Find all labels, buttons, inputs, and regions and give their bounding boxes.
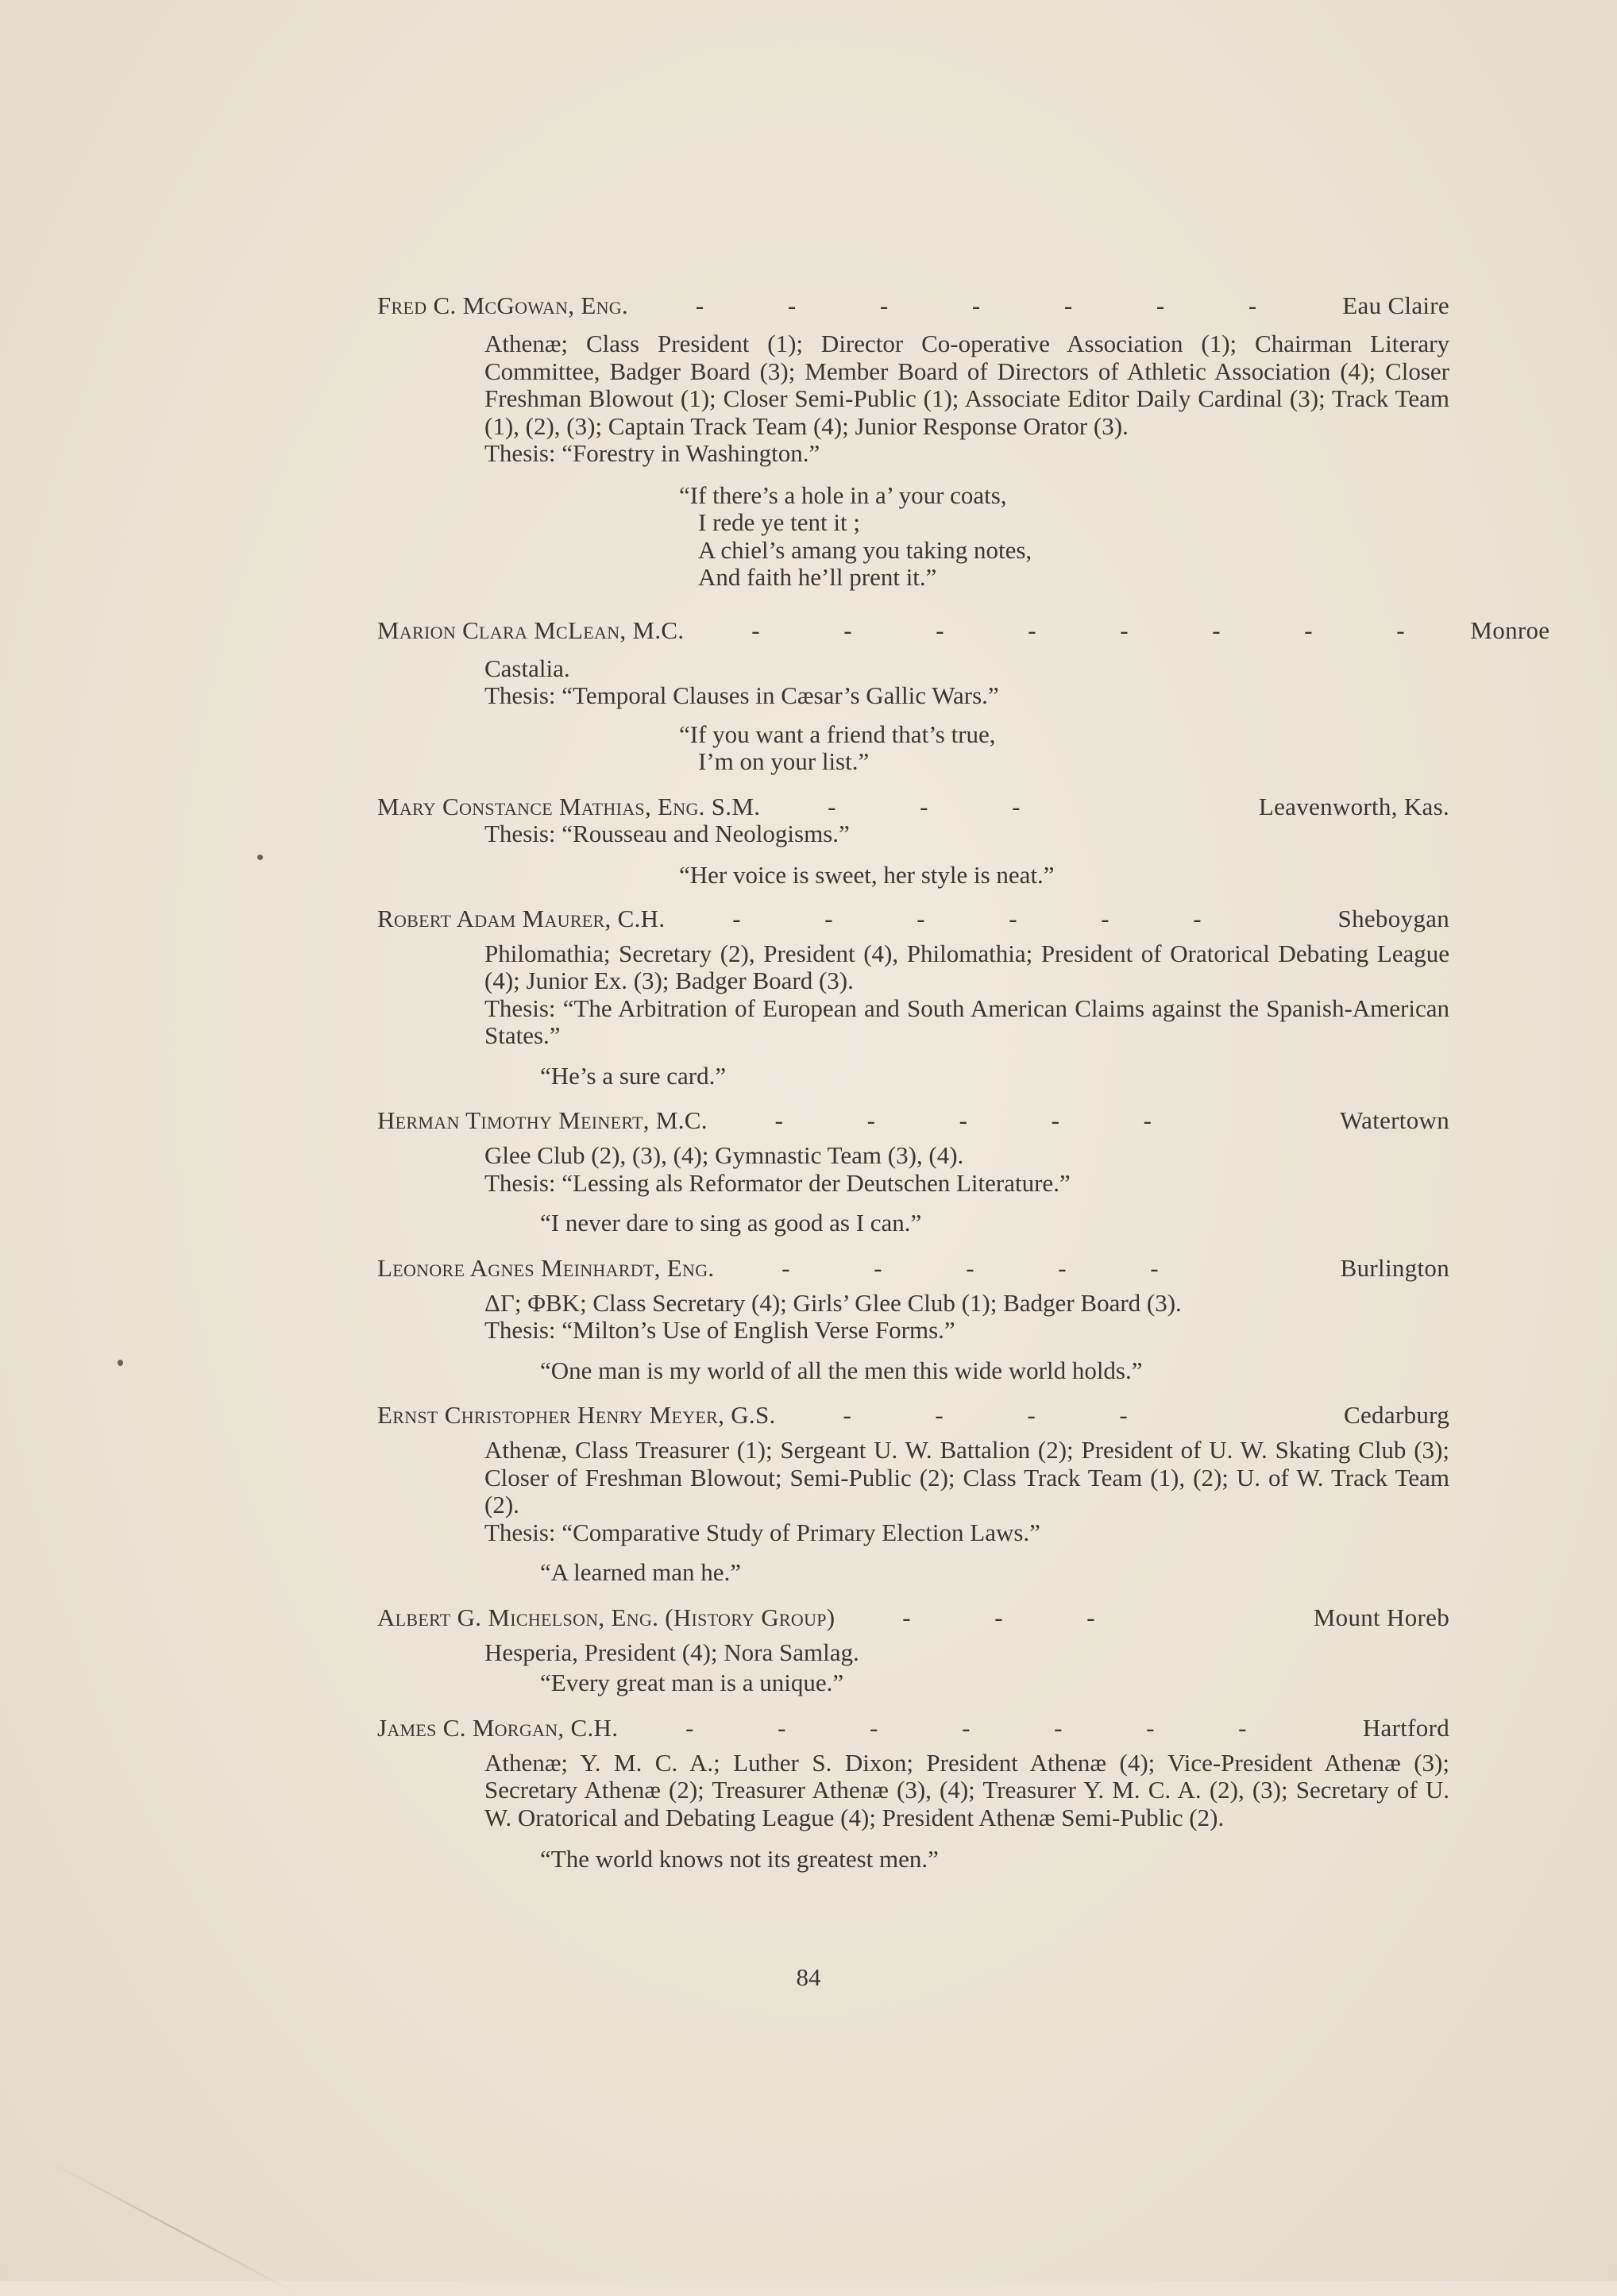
- leader-dash: -: [959, 1106, 967, 1134]
- entry-body: [484, 655, 1449, 710]
- leader-dash: -: [1238, 1713, 1247, 1742]
- student-name: Mary Constance Mathias, Eng. S.M.: [377, 792, 761, 820]
- activities-text: Athenæ, Class Treasurer (1); Sergeant U. W. Battalion (2); President of U. W. Skating Club (3); Closer of Freshman Blowout; Semi-Public (2); Class Track Team (1), (2); U. of W. Track Team (2).: [484, 1436, 1449, 1518]
- leader-dash: -: [994, 1603, 1003, 1631]
- leader-dashes: [684, 611, 1470, 650]
- leader-dash: -: [1063, 291, 1073, 319]
- leader-dashes: [835, 1598, 1313, 1638]
- student-name: Marion Clara McLean, M.C.: [377, 615, 685, 644]
- quote-line: “He’s a sure card.”: [540, 1061, 727, 1090]
- leader-dash: -: [843, 1401, 851, 1429]
- entry-body: [484, 1437, 1449, 1546]
- quote-line: “Her voice is sweet, her style is neat.”: [679, 861, 1055, 889]
- leader-dash: -: [1120, 615, 1129, 644]
- hometown: Watertown: [1340, 1106, 1449, 1134]
- leader-dash: -: [1193, 904, 1202, 932]
- thesis-line: Thesis: “Rousseau and Neologisms.”: [484, 819, 850, 847]
- leader-dash: -: [1086, 1603, 1095, 1631]
- quote-line: “If you want a friend that’s true,: [679, 720, 996, 748]
- student-name: Ernst Christopher Henry Meyer, G.S.: [377, 1401, 776, 1429]
- leader-dashes: [714, 1248, 1340, 1288]
- activities-text: Philomathia; Secretary (2), President (4), Philomathia; President of Oratorical Debating League (4); Junior Ex. (3); Badger Board (3).: [484, 939, 1449, 994]
- leader-dash: -: [935, 1401, 944, 1429]
- thesis-line: Thesis: “The Arbitration of European and South American Claims against the Spanish-American States.”: [484, 994, 1449, 1049]
- leader-dash: -: [824, 904, 833, 932]
- leader-dash: -: [695, 291, 704, 319]
- alumni-entry: [377, 286, 1449, 592]
- thesis-line: Thesis: “Temporal Clauses in Cæsar’s Gallic Wars.”: [484, 681, 999, 709]
- entry-heading: [377, 611, 1550, 650]
- leader-dash: -: [936, 615, 944, 644]
- entry-heading: [377, 1708, 1449, 1748]
- student-name: Robert Adam Maurer, C.H.: [377, 904, 666, 932]
- leader-dash: -: [1212, 615, 1221, 644]
- quote-line: A chiel’s amang you taking notes,: [698, 535, 1032, 564]
- leader-dash: -: [1156, 291, 1165, 319]
- student-name: Herman Timothy Meinert, M.C.: [377, 1106, 708, 1134]
- paper-crease: [48, 2160, 301, 2296]
- leader-dash: -: [1304, 615, 1313, 644]
- entry-quote: [679, 721, 1449, 776]
- leader-dash: -: [1012, 792, 1021, 820]
- leader-dash: -: [778, 1713, 786, 1742]
- page-number: 84: [796, 1963, 821, 1991]
- leader-dash: -: [751, 615, 760, 644]
- leader-dashes: [776, 1395, 1344, 1435]
- alumni-entry: [377, 1248, 1449, 1385]
- leader-dashes: [708, 1101, 1340, 1140]
- entry-body: [484, 330, 1449, 468]
- leader-dash: -: [787, 291, 797, 319]
- leader-dash: -: [1058, 1253, 1067, 1282]
- leader-dash: -: [1027, 1401, 1036, 1429]
- leader-dash: -: [971, 291, 981, 319]
- entry-body: [484, 1290, 1449, 1345]
- entry-quote: [679, 862, 1449, 889]
- thesis-line: Thesis: “Forestry in Washington.”: [484, 439, 820, 467]
- leader-dash: -: [1119, 1401, 1128, 1429]
- hometown: Monroe: [1470, 615, 1550, 644]
- leader-dash: -: [1150, 1253, 1159, 1282]
- leader-dash: -: [1054, 1713, 1063, 1742]
- hometown: Burlington: [1340, 1253, 1449, 1282]
- entry-heading: [377, 1248, 1449, 1288]
- entry-heading: [377, 286, 1449, 326]
- activities-text: Athenæ; Y. M. C. A.; Luther S. Dixon; President Athenæ (4); Vice-President Athenæ (3); Secretary Athenæ (2); Treasurer Athenæ (3), (4); Treasurer Y. M. C. A. (2), (3); Secretary of U. W. Oratorical and Debating League (4); President Athenæ Semi-Public (2).: [484, 1748, 1449, 1831]
- quote-line: “I never dare to sing as good as I can.”: [540, 1209, 922, 1237]
- entry-heading: [377, 899, 1449, 939]
- leader-dash: -: [1146, 1713, 1155, 1742]
- entry-body: [484, 1639, 1449, 1667]
- alumni-entry: [377, 611, 1550, 776]
- entry-quote: [540, 1210, 1449, 1237]
- leader-dash: -: [774, 1106, 783, 1134]
- quote-line: And faith he’ll prent it.”: [698, 563, 937, 591]
- activities-text: Athenæ; Class President (1); Director Co-operative Association (1); Chairman Literary Committee, Badger Board (3); Member Board of Directors of Athletic Association (4); Closer Freshman Blowout (1); Closer Semi-Public (1); Associate Editor Daily Cardinal (3); Track Team (1), (2), (3); Captain Track Team (4); Junior Response Orator (3).: [484, 330, 1449, 440]
- student-name: Albert G. Michelson, Eng. (History Group): [377, 1603, 836, 1631]
- leader-dashes: [618, 1708, 1363, 1748]
- leader-dash: -: [781, 1253, 790, 1282]
- hometown: Hartford: [1362, 1713, 1449, 1742]
- hometown: Eau Claire: [1342, 291, 1449, 319]
- leader-dash: -: [902, 1603, 911, 1631]
- leader-dashes: [665, 899, 1337, 939]
- activities-text: Glee Club (2), (3), (4); Gymnastic Team (3), (4).: [484, 1141, 964, 1169]
- student-name: Leonore Agnes Meinhardt, Eng.: [377, 1253, 715, 1282]
- entry-body: [484, 1750, 1449, 1832]
- quote-line: I’m on your list.”: [698, 747, 870, 775]
- leader-dash: -: [732, 904, 741, 932]
- leader-dash: -: [1396, 615, 1405, 644]
- quote-line: “A learned man he.”: [540, 1558, 742, 1586]
- hometown: Mount Horeb: [1313, 1603, 1449, 1631]
- leader-dash: -: [1101, 904, 1110, 932]
- alumni-entry: [377, 1708, 1449, 1873]
- leader-dash: -: [685, 1713, 694, 1742]
- thesis-line: Thesis: “Milton’s Use of English Verse Forms.”: [484, 1316, 955, 1344]
- entry-heading: [377, 1101, 1449, 1140]
- activities-text: ΔΓ; ΦBK; Class Secretary (4); Girls’ Glee Club (1); Badger Board (3).: [484, 1288, 1182, 1317]
- entry-quote: [540, 1559, 1449, 1587]
- entry-body: [484, 940, 1449, 1050]
- entry-heading: [377, 1598, 1449, 1638]
- leader-dash: -: [1028, 615, 1036, 644]
- leader-dash: -: [1009, 904, 1017, 932]
- alumni-entry: [377, 899, 1449, 1090]
- quote-line: “Every great man is a unique.”: [540, 1669, 844, 1696]
- hometown: Cedarburg: [1344, 1401, 1449, 1429]
- entry-heading: [377, 1395, 1449, 1435]
- alumni-entry: [377, 1598, 1449, 1697]
- student-name: James C. Morgan, C.H.: [377, 1713, 619, 1742]
- alumni-entry: [377, 1395, 1449, 1587]
- leader-dash: -: [879, 291, 889, 319]
- leader-dash: -: [962, 1713, 971, 1742]
- alumni-entry: [377, 1101, 1449, 1237]
- leader-dash: -: [843, 615, 852, 644]
- entry-quote: [540, 1063, 1449, 1090]
- student-name: Fred C. McGowan, Eng.: [377, 291, 629, 319]
- quote-line: I rede ye tent it ;: [698, 508, 860, 536]
- activities-text: Hesperia, President (4); Nora Samlag.: [484, 1638, 859, 1666]
- entry-quote: [540, 1357, 1449, 1385]
- quote-line: “The world knows not its greatest men.”: [540, 1845, 939, 1873]
- thesis-line: Thesis: “Lessing als Reformator der Deutschen Literature.”: [484, 1168, 1071, 1197]
- entry-quote: [540, 1846, 1449, 1873]
- leader-dash: -: [1051, 1106, 1059, 1134]
- alumni-entry: [377, 787, 1449, 889]
- leader-dash: -: [870, 1713, 878, 1742]
- leader-dash: -: [917, 904, 925, 932]
- leader-dashes: [628, 286, 1342, 326]
- entry-body: [484, 1142, 1449, 1197]
- quote-line: “If there’s a hole in a’ your coats,: [679, 480, 1007, 509]
- entry-quote: [540, 1669, 1449, 1697]
- entries-list: [377, 286, 1550, 1873]
- leader-dash: -: [966, 1253, 974, 1282]
- ink-spot: [118, 1360, 123, 1366]
- leader-dash: -: [920, 792, 928, 820]
- entry-quote: [679, 482, 1449, 592]
- quote-line: “One man is my world of all the men this wide world holds.”: [540, 1356, 1143, 1384]
- hometown: Leavenworth, Kas.: [1258, 792, 1449, 820]
- hometown: Sheboygan: [1337, 904, 1449, 932]
- leader-dash: -: [1248, 291, 1257, 319]
- leader-dash: -: [866, 1106, 875, 1134]
- leader-dash: -: [828, 792, 836, 820]
- activities-text: Castalia.: [484, 654, 570, 682]
- leader-dash: -: [874, 1253, 882, 1282]
- leader-dash: -: [1143, 1106, 1152, 1134]
- thesis-line: Thesis: “Comparative Study of Primary Election Laws.”: [484, 1518, 1040, 1546]
- ink-spot: [257, 855, 263, 860]
